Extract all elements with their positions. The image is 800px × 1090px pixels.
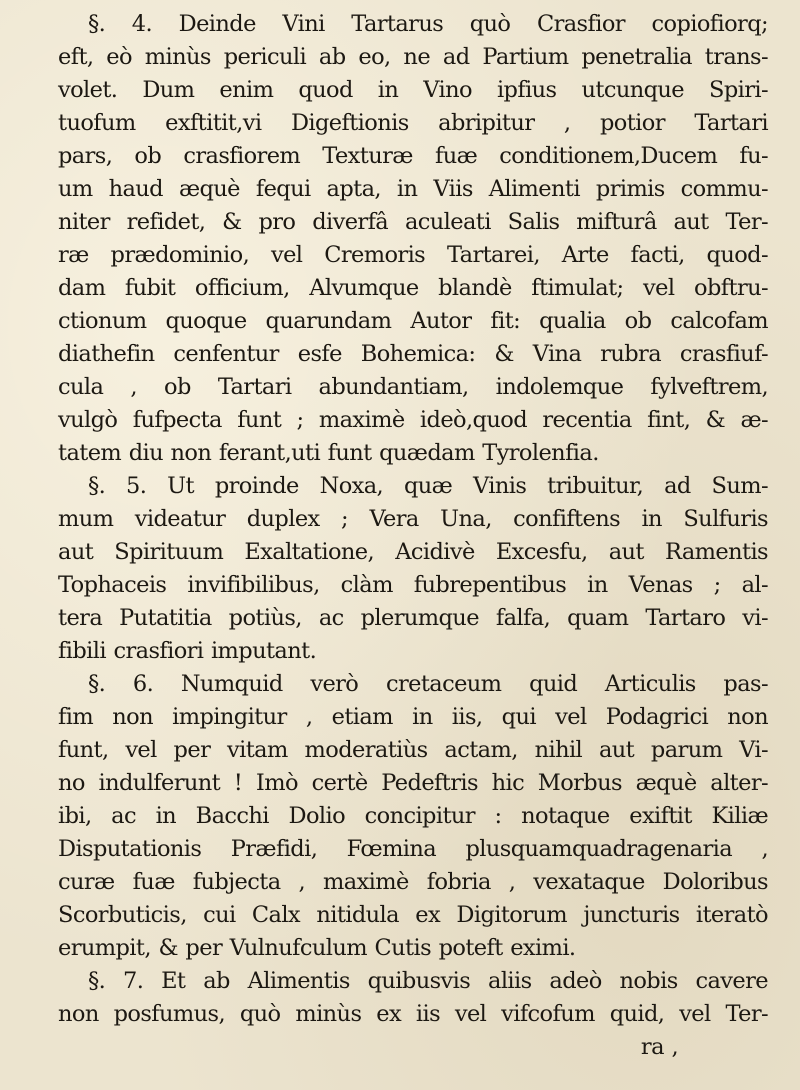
text-line: curæ fuæ fubjecta , maximè fobria , vexataque Doloribus bbox=[58, 869, 768, 895]
text-line: ræ prædominio, vel Cremoris Tartarei, Arte facti, quod- bbox=[58, 242, 768, 268]
text-line: non posfumus, quò minùs ex iis vel vifcofum quid, vel Ter- bbox=[58, 1001, 768, 1027]
text-line: funt, vel per vitam moderatiùs actam, nihil aut parum Vi- bbox=[58, 737, 768, 763]
text-line: tuofum exftitit,vi Digeftionis abripitur , potior Tartari bbox=[58, 110, 768, 136]
text-line: niter refidet, & pro diverfâ aculeati Salis mifturâ aut Ter- bbox=[58, 209, 768, 235]
text-line: §. 4. Deinde Vini Tartarus quò Crasfior copiofiorq; bbox=[88, 11, 768, 37]
text-line: fibili crasfiori imputant. bbox=[58, 638, 317, 664]
text-line: no indulferunt ! Imò certè Pedeftris hic Morbus æquè alter- bbox=[58, 770, 768, 796]
text-line: aut Spirituum Exaltatione, Acidivè Excesfu, aut Ramentis bbox=[58, 539, 768, 565]
text-line: ctionum quoque quarundam Autor fit: qualia ob calcofam bbox=[58, 308, 768, 334]
text-line: um haud æquè fequi apta, in Viis Alimenti primis commu- bbox=[58, 176, 768, 202]
text-line: diathefin cenfentur esfe Bohemica: & Vina rubra crasfiuf- bbox=[58, 341, 768, 367]
text-line: tatem diu non ferant,uti funt quædam Tyrolenfia. bbox=[58, 440, 599, 466]
text-line: Tophaceis invifibilibus, clàm fubrepentibus in Venas ; al- bbox=[58, 572, 768, 598]
text-line: fim non impingitur , etiam in iis, qui vel Podagrici non bbox=[58, 704, 768, 730]
text-line: §. 6. Numquid verò cretaceum quid Articulis pas- bbox=[88, 671, 768, 697]
text-line: cula , ob Tartari abundantiam, indolemque fylveftrem, bbox=[58, 374, 768, 400]
text-line: ibi, ac in Bacchi Dolio concipitur : notaque exiftit Kiliæ bbox=[58, 803, 768, 829]
text-line: volet. Dum enim quod in Vino ipfius utcunque Spiri- bbox=[58, 77, 768, 103]
text-line: erumpit, & per Vulnufculum Cutis poteft eximi. bbox=[58, 935, 576, 961]
text-line: mum videatur duplex ; Vera Una, confiftens in Sulfuris bbox=[58, 506, 768, 532]
text-line: Scorbuticis, cui Calx nitidula ex Digitorum juncturis iteratò bbox=[58, 902, 768, 928]
text-line: tera Putatitia potiùs, ac plerumque falfa, quam Tartaro vi- bbox=[58, 605, 768, 631]
text-line: Disputationis Præfidi, Fœmina plusquamquadragenaria , bbox=[58, 836, 768, 862]
text-line: §. 5. Ut proinde Noxa, quæ Vinis tribuitur, ad Sum- bbox=[88, 473, 768, 499]
text-line: vulgò fufpecta funt ; maximè ideò,quod recentia fint, & æ- bbox=[58, 407, 768, 433]
text-line: §. 7. Et ab Alimentis quibusvis aliis adeò nobis cavere bbox=[88, 968, 768, 994]
text-line: eft, eò minùs periculi ab eo, ne ad Partium penetralia trans- bbox=[58, 44, 768, 70]
catchword: ra , bbox=[640, 1034, 678, 1060]
text-line: dam fubit officium, Alvumque blandè ftimulat; vel obftru- bbox=[58, 275, 768, 301]
text-line: pars, ob crasfiorem Texturæ fuæ conditionem,Ducem fu- bbox=[58, 143, 768, 169]
